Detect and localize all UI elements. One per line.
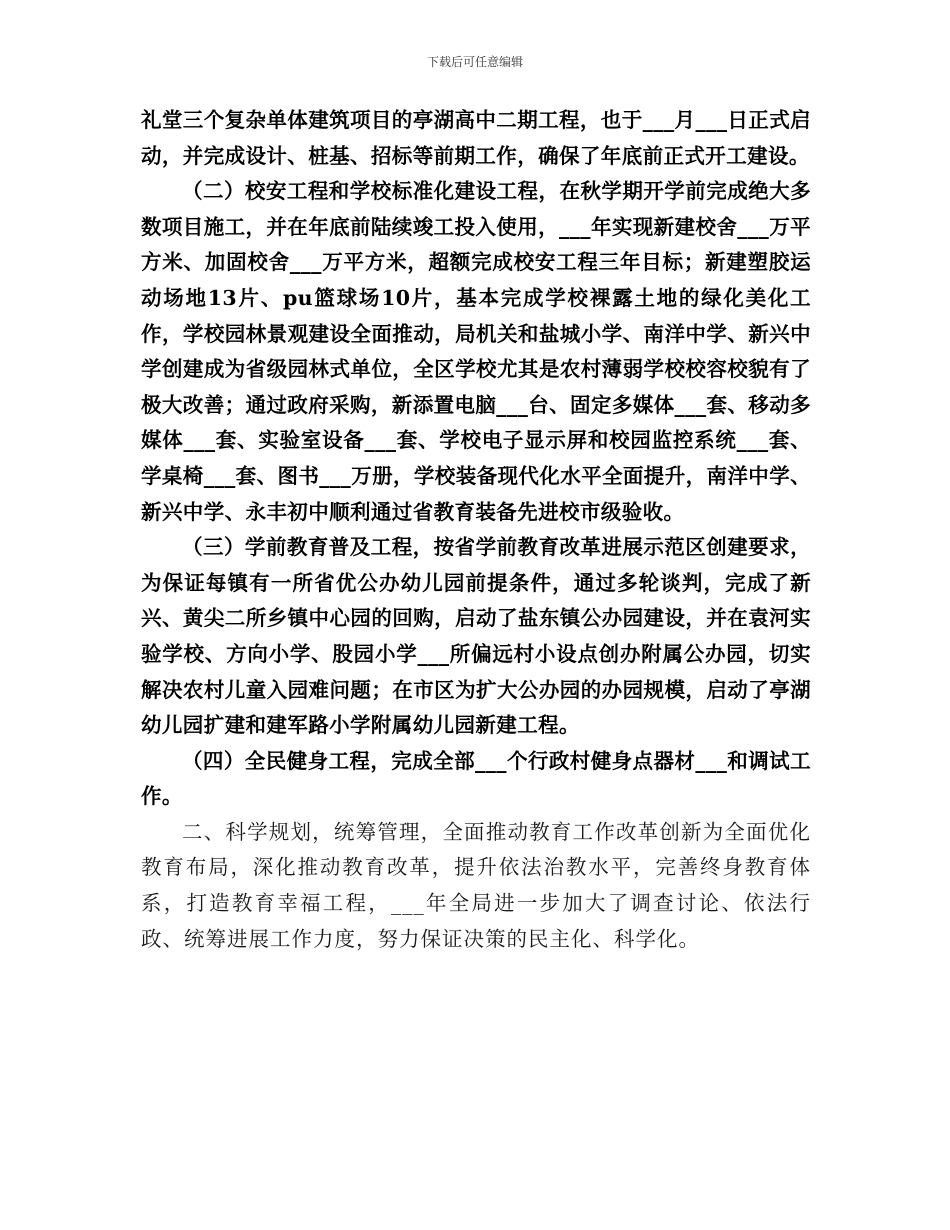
paragraph-planning: 二、科学规划，统筹管理，全面推动教育工作改革创新为全面优化教育布局，深化推动教育改革，提升依法治教水平，完善终身教育体系，打造教育幸福工程，___年全局进一步加大了调查讨论、依法行政、统筹进展工作力度，努力保证决策的民主化、科学化。 bbox=[141, 819, 811, 951]
document-body bbox=[141, 103, 811, 957]
paragraph-preschool: （三）学前教育普及工程，按省学前教育改革进展示范区创建要求，为保证每镇有一所省优公办幼儿园前提条件，通过多轮谈判，完成了新兴、黄尖二所乡镇中心园的回购，启动了盐东镇公办园建设，并在袁河实验学校、方向小学、股园小学___所偏远村小设点创办附属公办园，切实解决农村儿童入园难问题；在市区为扩大公办园的办园规模，启动了亭湖幼儿园扩建和建军路小学附属幼儿园新建工程。 bbox=[141, 535, 811, 738]
paragraph-school-safety: （二）校安工程和学校标准化建设工程，在秋学期开学前完成绝大多数项目施工，并在年底前陆续竣工投入使用，___年实现新建校舍___万平方米、加固校舍___万平方米，超额完成校安工程三年目标；新建塑胶运动场地13片、pu篮球场10片，基本完成学校裸露土地的绿化美化工作，学校园林景观建设全面推动，局机关和盐城小学、南洋中学、新兴中学创建成为省级园林式单位，全区学校尤其是农村薄弱学校校容校貌有了极大改善；通过政府采购，新添置电脑___台、固定多媒体___套、移动多媒体___套、实验室设备___套、学校电子显示屏和校园监控系统___套、学桌椅___套、图书___万册，学校装备现代化水平全面提升，南洋中学、新兴中学、永丰初中顺利通过省教育装备先进校市级验收。 bbox=[141, 179, 811, 524]
paragraph-continuation: 礼堂三个复杂单体建筑项目的亭湖高中二期工程，也于___月___日正式启动，并完成设计、桩基、招标等前期工作，确保了年底前正式开工建设。 bbox=[141, 108, 811, 168]
paragraph-fitness: （四）全民健身工程，完成全部___个行政村健身点器材___和调试工作。 bbox=[141, 748, 811, 809]
page-header: 下载后可任意编辑 bbox=[426, 55, 523, 69]
